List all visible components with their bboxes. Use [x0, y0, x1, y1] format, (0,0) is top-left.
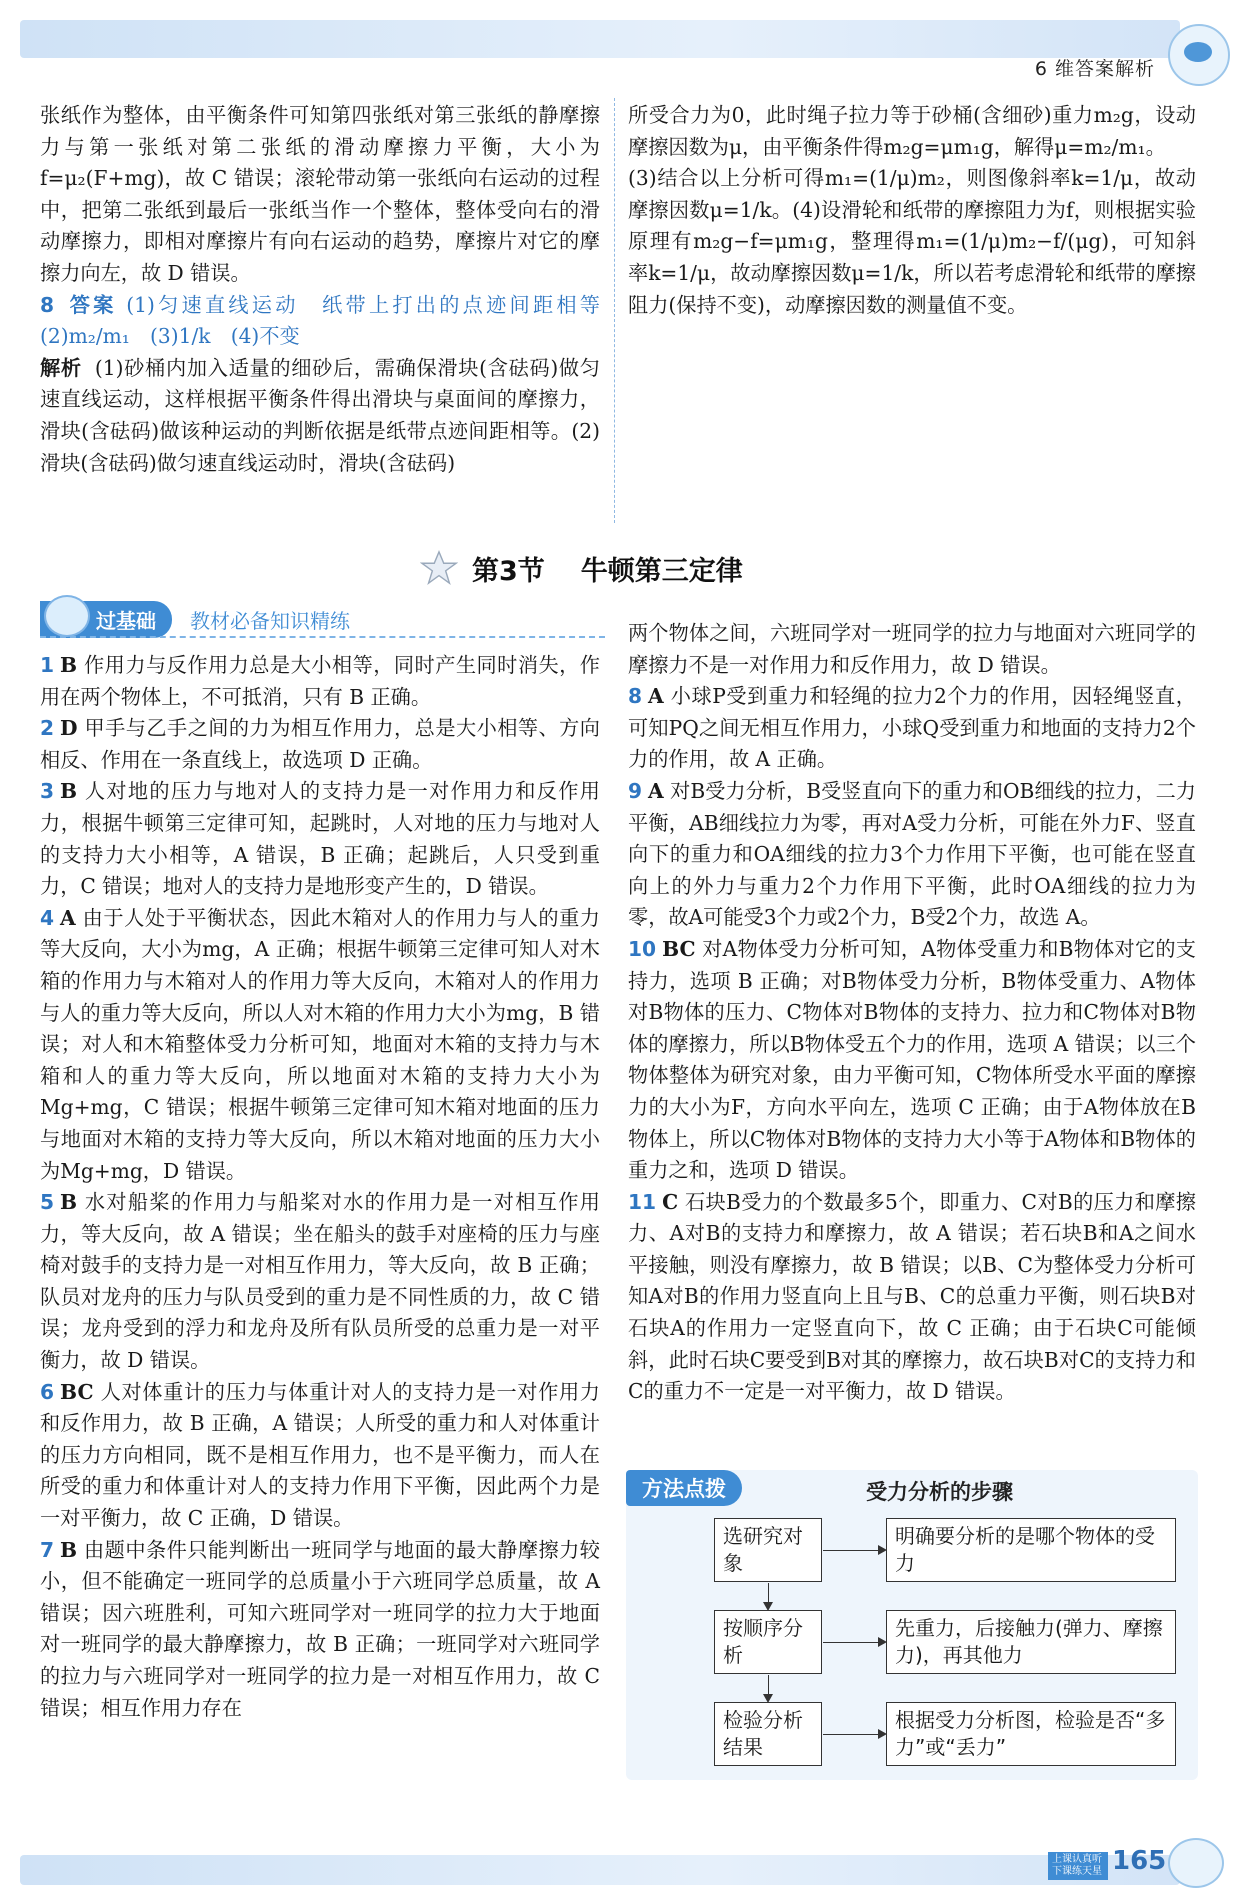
answer-item	[40, 776, 600, 902]
answer-item	[628, 776, 1196, 934]
continued-paragraph-right: 所受合力为0，此时绳子拉力等于砂桶(含细砂)重力m₂g，设动摩擦因数为μ，由平衡条件得m₂g=μm₁g，解得μ=m₂/m₁。	[628, 103, 1196, 159]
arrow-down-icon	[768, 1583, 769, 1609]
basics-underline	[40, 636, 605, 638]
item-number: 2	[40, 716, 55, 741]
answers-right-column	[628, 618, 1196, 1408]
flow-step-right: 明确要分析的是哪个物体的受力	[886, 1518, 1176, 1582]
flow-step-right: 先重力，后接触力(弹力、摩擦力)，再其他力	[886, 1610, 1176, 1674]
section-heading	[420, 548, 743, 588]
q8-analysis-continued: (3)结合以上分析可得m₁=(1/μ)m₂，则图像斜率k=1/μ，故动摩擦因数μ=1/k。(4)设滑轮和纸带的摩擦阻力为f，则根据实验原理有m₂g−f=μm₁g，整理得m₁=(1/μ)m₂−f/(μg)，可知斜率k=1/μ，故动摩擦因数μ=1/k，所以若考虑滑轮和纸带的摩擦阻力(保持不变)，动摩擦因数的测量值不变。	[628, 166, 1196, 317]
footer-band	[20, 1855, 1180, 1885]
answer-item	[40, 1535, 600, 1725]
star-icon	[420, 549, 458, 587]
item-number: 4	[40, 905, 55, 930]
top-right-column	[628, 100, 1196, 321]
item-explanation: 对B受力分析，B受竖直向下的重力和OB细线的拉力，二力平衡，AB细线拉力为零，再对A受力分析，可能在外力F、竖直向下的重力和OA细线的拉力3个力作用下平衡，也可能在竖直向上的外力与重力2个力作用下平衡，此时OA细线的拉力为零，故A可能受3个力或2个力，B受2个力，故选 A。	[628, 778, 1196, 930]
header-band	[20, 20, 1180, 58]
page-number: 165	[1112, 1846, 1167, 1876]
item-explanation: 两个物体之间，六班同学对一班同学的拉力与地面对六班同学的摩擦力不是一对作用力和反作用力，故 D 错误。	[628, 621, 1196, 677]
item-answer: BC	[662, 936, 696, 961]
item-number: 6	[40, 1379, 55, 1404]
answer-item	[40, 713, 600, 776]
method-title: 受力分析的步骤	[866, 1480, 1013, 1504]
header-label: 6 维答案解析	[1034, 58, 1155, 80]
item-answer: BC	[60, 1379, 94, 1404]
arrow-right-icon	[823, 1642, 885, 1643]
item-explanation: 石块B受力的个数最多5个，即重力、C对B的压力和摩擦力、A对B的支持力和摩擦力，故 A 错误；若石块B和A之间水平接触，则没有摩擦力，故 B 错误；以B、C为整体受力分析可知A对B的作用力竖直向上且与B、C的总重力平衡，则石块B对石块A的作用力一定竖直向下，故 C 正确；由于石块C可能倾斜，此时石块C要受到B对其的摩擦力，故石块B对C的支持力和C的重力不一定是一对平衡力，故 D 错误。	[628, 1189, 1196, 1404]
basics-subtitle: 教材必备知识精练	[190, 608, 350, 633]
answer-item	[40, 650, 600, 713]
item-number: 7	[40, 1537, 55, 1562]
item-explanation: 作用力与反作用力总是大小相等，同时产生同时消失，作用在两个物体上，不可抵消，只有 B 正确。	[40, 653, 600, 709]
arrow-right-icon	[823, 1550, 885, 1551]
item-answer: B	[60, 1190, 78, 1215]
answer-item	[40, 1187, 600, 1377]
item-explanation: 由题中条件只能判断出一班同学与地面的最大静摩擦力较小，但不能确定一班同学的总质量小于六班同学总质量，故 A 错误；因六班胜利，可知六班同学对一班同学的拉力大于地面对一班同学的最大静摩擦力，故 B 正确；一班同学对六班同学的拉力与六班同学对一班同学的拉力是一对相互作用力，故 C 错误；相互作用力存在	[40, 1537, 600, 1720]
footer-mascot-icon	[1168, 1838, 1224, 1888]
basics-tag	[40, 601, 172, 638]
item-answer: B	[60, 1537, 78, 1562]
section-number: 第3节	[472, 555, 545, 587]
answer-item	[628, 934, 1196, 1187]
item-number: 9	[628, 778, 643, 803]
flow-step-left: 选研究对象	[714, 1518, 822, 1582]
mascot-icon	[1168, 24, 1230, 86]
item-answer: B	[60, 653, 78, 677]
item-number: 8	[628, 684, 643, 709]
item-number: 1	[40, 653, 55, 677]
answer-label: 答案	[69, 292, 117, 317]
item-explanation: 甲手与乙手之间的力为相互作用力，总是大小相等、方向相反、作用在一条直线上，故选项 D 正确。	[40, 716, 600, 772]
answer-item	[40, 903, 600, 1187]
footer-slogan: 上课认真听 下课练天星	[1048, 1852, 1108, 1880]
arrow-down-icon	[768, 1675, 769, 1701]
flow-step-right: 根据受力分析图，检验是否“多力”或“丢力”	[886, 1702, 1176, 1766]
flow-step-left: 按顺序分析	[714, 1610, 822, 1674]
answer-item	[628, 681, 1196, 776]
basics-banner	[40, 600, 605, 638]
item-explanation: 小球P受到重力和轻绳的拉力2个力的作用，因轻绳竖直，可知PQ之间无相互作用力，小球Q受到重力和地面的支持力2个力的作用，故 A 正确。	[628, 684, 1196, 772]
item-explanation: 由于人处于平衡状态，因此木箱对人的作用力与人的重力等大反向，大小为mg，A 正确；根据牛顿第三定律可知人对木箱的作用力与木箱对人的作用力等大反向，木箱对人的作用力与人的重力等大反向，所以人对木箱的作用力大小为mg，B 错误；对人和木箱整体受力分析可知，地面对木箱的支持力与木箱和人的重力等大反向，所以地面对木箱的支持力大小为Mg+mg，C 错误；根据牛顿第三定律可知木箱对地面的压力与地面对木箱的支持力等大反向，所以木箱对地面的压力大小为Mg+mg，D 错误。	[40, 905, 600, 1183]
method-box	[626, 1470, 1198, 1780]
answer-item-continued	[628, 618, 1196, 681]
item-answer: A	[60, 905, 76, 930]
top-left-column	[40, 100, 621, 479]
q8-analysis-text: (1)砂桶内加入适量的细砂后，需确保滑块(含砝码)做匀速直线运动，这样根据平衡条件得出滑块与桌面间的摩擦力，滑块(含砝码)做该种运动的判断依据是纸带点迹间距相等。(2)滑块(含砝码)做匀速直线运动时，滑块(含砝码)	[40, 355, 600, 475]
item-answer: B	[60, 779, 78, 804]
item-answer: A	[648, 684, 664, 709]
item-answer: A	[648, 778, 664, 803]
continued-paragraph: 张纸作为整体，由平衡条件可知第四张纸对第三张纸的静摩擦力与第一张纸对第二张纸的滑动摩擦力平衡，大小为f=μ₂(F+mg)，故 C 错误；滚轮带动第一张纸向右运动的过程中，把第二张纸到最后一张纸当作一个整体，整体受向右的滑动摩擦力，即相对摩擦片有向右运动的趋势，摩擦片对它的摩擦力向左，故 D 错误。	[40, 103, 600, 285]
basics-tag-label: 过基础	[96, 608, 156, 633]
item-explanation: 水对船桨的作用力与船桨对水的作用力是一对相互作用力，等大反向，故 A 错误；坐在船头的鼓手对座椅的压力与座椅对鼓手的支持力是一对相互作用力，等大反向，故 B 正确；队员对龙舟的压力与队员受到的重力是不同性质的力，故 C 错误；龙舟受到的浮力和龙舟及所有队员所受的总重力是一对平衡力，故 D 错误。	[40, 1190, 600, 1373]
section-title: 牛顿第三定律	[580, 555, 743, 587]
q8-analysis	[40, 353, 600, 479]
arrow-right-icon	[823, 1734, 885, 1735]
item-explanation: 人对地的压力与地对人的支持力是一对作用力和反作用力，根据牛顿第三定律可知，起跳时，人对地的压力与地对人的支持力大小相等，A 错误，B 正确；起跳后，人只受到重力，C 错误；地对人的支持力是地形变产生的，D 错误。	[40, 779, 600, 899]
analysis-label: 解析	[40, 355, 82, 380]
answers-left-column	[40, 650, 600, 1724]
mascot-small-icon	[44, 595, 90, 637]
item-answer: C	[662, 1189, 679, 1214]
question-number: 8	[40, 292, 55, 317]
answer-item	[40, 1377, 600, 1535]
item-number: 11	[628, 1189, 657, 1214]
item-explanation: 对A物体受力分析可知，A物体受重力和B物体对它的支持力，选项 B 正确；对B物体受力分析，B物体受重力、A物体对B物体的压力、C物体对B物体的支持力、拉力和C物体对B物体的摩擦力，所以B物体受五个力的作用，选项 A 错误；以三个物体整体为研究对象，由力平衡可知，C物体所受水平面的摩擦力的大小为F，方向水平向左，选项 C 正确；由于A物体放在B物体上，所以C物体对B物体的支持力大小等于A物体和B物体的重力之和，选项 D 错误。	[628, 936, 1196, 1183]
item-number: 5	[40, 1190, 55, 1215]
item-number: 3	[40, 779, 55, 804]
answer-item	[628, 1187, 1196, 1408]
item-answer: D	[60, 716, 78, 741]
method-tag: 方法点拨	[626, 1470, 742, 1506]
item-number: 10	[628, 936, 657, 961]
q8-answer-line	[40, 290, 621, 353]
flow-step-left: 检验分析结果	[714, 1702, 822, 1766]
q8-answer-text: (1)匀速直线运动 纸带上打出的点迹间距相等 (2)m₂/m₁ (3)1/k (4)不变	[40, 292, 621, 349]
item-explanation: 人对体重计的压力与体重计对人的支持力是一对作用力和反作用力，故 B 正确，A 错误；人所受的重力和人对体重计的压力方向相同，既不是相互作用力，也不是平衡力，而人在所受的重力和体重计对人的支持力作用下平衡，因此两个力是一对平衡力，故 C 正确，D 错误。	[40, 1379, 600, 1531]
